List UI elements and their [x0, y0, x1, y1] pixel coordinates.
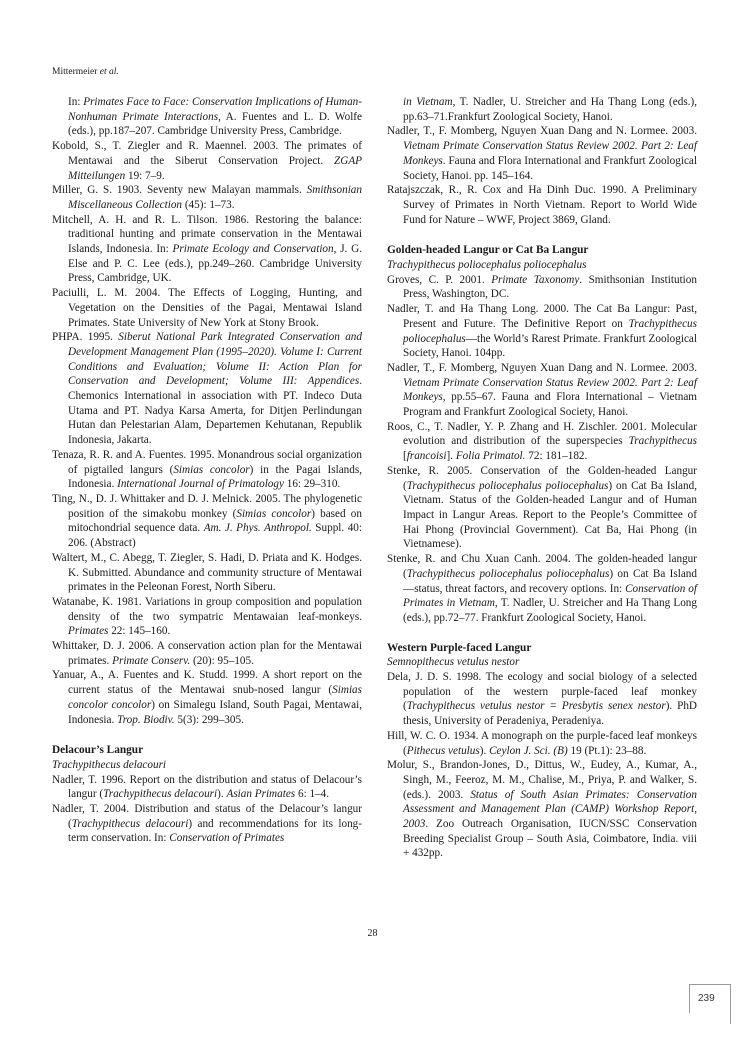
reference-entry: [387, 670, 697, 729]
reference-text: PHPA. 1995.: [52, 331, 119, 344]
reference-entry: [52, 183, 362, 212]
reference-entry: [387, 273, 697, 302]
left-column: [52, 95, 362, 846]
reference-entry: [387, 758, 697, 861]
reference-italic-text: Primates: [68, 625, 109, 638]
reference-entry: [387, 464, 697, 552]
reference-entry: [52, 639, 362, 668]
reference-italic-text: Ceylon J. Sci. (B): [489, 744, 568, 757]
reference-text: ) on Cat Ba Island, Vietnam. Status of the Golden-headed Langur and of Human Impact in Langur Areas. Report to the People’s Committee of Hai Phong (Provincial Government). Cat Ba, Hai Phong (in Vietnamese).: [403, 479, 698, 551]
reference-italic-text: Trachypithecus vetulus nestor = Presbytis senex nestor: [406, 700, 666, 713]
reference-text: Nadler, T. and Ha Thang Long. 2000. The Cat Ba Langur: Past, Present and Future. The Definitive Report on: [387, 303, 697, 330]
reference-italic-text: Trachypithecus delacouri: [103, 788, 218, 801]
reference-text: , pp.55–67. Fauna and Flora International – Vietnam Program and Frankfurt Zoological Society, Hanoi.: [403, 391, 697, 419]
reference-text: Watanabe, K. 1981. Variations in group composition and population density of the two sympatric Mentawaian leaf-monkeys.: [52, 595, 362, 623]
page-number: 28: [367, 928, 378, 939]
reference-entry: [52, 213, 362, 287]
reference-text: Ting, N., D. J. Whittaker and D. J. Melnick. 2005. The phylogenetic position of the simakobu monkey (: [52, 492, 362, 520]
reference-italic-text: Primates Face to Face: Conservation Implications of Human-Nonhuman Primate Interactions: [68, 96, 362, 123]
reference-text: ). PhD thesis, University of Peradeniya, Peradeniya.: [403, 700, 697, 728]
reference-text: In:: [68, 96, 84, 108]
reference-entry: [52, 286, 362, 330]
reference-italic-text: Smithsonian Miscellaneous Collection: [68, 184, 362, 211]
reference-text: Nadler, T. 1996. Report on the distribution and status of Delacour’s langur (: [52, 773, 362, 801]
reference-text: Hill, W. C. O. 1934. A monograph on the purple-faced leaf monkeys (: [387, 729, 697, 757]
reference-text: ) based on mitochondrial sequence data.: [68, 507, 362, 535]
reference-text: Groves, C. P. 2001.: [387, 273, 492, 286]
reference-italic-text: Simias concolor: [236, 507, 312, 520]
reference-entry: [52, 802, 362, 846]
reference-entry: [52, 330, 362, 448]
reference-text: 19: 7–9.: [125, 169, 165, 182]
reference-italic-text: francoisi: [406, 450, 447, 463]
section-heading: Western Purple-faced Langur: [387, 641, 532, 654]
corner-page-box: [689, 984, 731, 1013]
reference-italic-text: in Vietnam: [403, 96, 453, 108]
reference-text: Dela, J. D. S. 1998. The ecology and social biology of a selected population of the western purple-faced leaf monkey (: [387, 671, 697, 713]
reference-text: —the World’s Rarest Primate. Frankfurt Zoological Society, Hanoi. 104pp.: [403, 332, 697, 360]
corner-page-number: 239: [698, 993, 715, 1004]
reference-text: Miller, G. S. 1903. Seventy new Malayan mammals.: [52, 184, 307, 197]
running-head: [52, 67, 119, 77]
reference-text: Whittaker, D. J. 2006. A conservation action plan for the Mentawai primates.: [52, 640, 362, 667]
reference-entry: [52, 492, 362, 551]
reference-entry: [387, 95, 697, 124]
section-heading: Delacour’s Langur: [52, 744, 144, 757]
reference-italic-text: Pithecus vetulus: [406, 744, 480, 757]
reference-text: (45): 1–73.: [182, 198, 235, 211]
reference-entry: [387, 302, 697, 361]
reference-italic-text: Am. J. Phys. Anthropol.: [203, 522, 312, 535]
reference-italic-text: Trachypithecus: [628, 435, 697, 448]
reference-text: 72: 181–182.: [525, 450, 588, 463]
reference-italic-text: Asian Primates: [226, 788, 296, 801]
reference-text: Mitchell, A. H. and R. L. Tilson. 1986. Restoring the balance: traditional hunting and primate conservation in the Mentawai Islands, Indonesia. In:: [52, 213, 362, 256]
reference-text: . Chemonics International in association with PT. Indeco Duta Utama and PT. Nadya Karsa Amerta, for Ditjen Perlindungan Hutan dan Pelestarian Alam, Departemen Kehutanan, Republik Indonesia, Jakarta.: [68, 375, 362, 447]
reference-text: [: [403, 450, 407, 463]
reference-text: , J. G. Else and P. C. Lee (eds.), pp.249–260. Cambridge University Press, Cambridge, UK.: [68, 243, 362, 285]
section-heading: Golden-headed Langur or Cat Ba Langur: [387, 244, 589, 257]
reference-text: ) in the Pagai Islands, Indonesia.: [68, 463, 363, 491]
reference-text: ).: [479, 744, 490, 757]
reference-entry: [52, 668, 362, 727]
reference-text: . Smithsonian Institution Press, Washington, DC.: [403, 273, 697, 301]
reference-italic-text: Status of South Asian Primates: Conservation Assessment and Management Plan (CAMP) Workshop Report, 2003: [403, 788, 697, 831]
reference-entry: [52, 773, 362, 802]
reference-text: Stenke, R. 2005. Conservation of the Golden-headed Langur (: [387, 464, 697, 492]
reference-text: Stenke, R. and Chu Xuan Canh. 2004. The golden-headed langur (: [387, 553, 697, 580]
reference-entry: [52, 95, 362, 139]
reference-text: , T. Nadler, U. Streicher and Ha Thang Long (eds.), pp.72–77. Frankfurt Zoological Society, Hanoi.: [403, 597, 697, 624]
reference-italic-text: International Journal of Primatology: [117, 478, 284, 491]
reference-entry: [52, 595, 362, 639]
reference-text: ) on Simalegu Island, South Pagai, Mentawai, Indonesia.: [68, 698, 362, 726]
reference-text: , A. Fuentes and L. D. Wolfe (eds.), pp.187–207. Cambridge University Press, Cambridge.: [68, 110, 362, 138]
reference-text: 16: 29–310.: [283, 478, 341, 491]
corner-divider: [730, 984, 731, 1024]
reference-italic-text: Siberut National Park Integrated Conservation and Development Management Plan (1995–2020). Volume I: Current Conditions and Evaluation; Volume II: Action Plan for Conservation and Development; Volume III: Appendices: [68, 331, 362, 388]
reference-italic-text: Primate Conserv.: [112, 654, 191, 667]
reference-italic-text: Primate Ecology and Conservation: [172, 243, 334, 256]
reference-italic-text: Folia Primatol.: [455, 450, 526, 463]
reference-italic-text: Primate Taxonomy: [491, 273, 580, 286]
reference-text: Nadler, T. 2004. Distribution and status of the Delacour’s langur (: [52, 803, 362, 830]
reference-italic-text: Trachypithecus poliocephalus poliocephalus: [406, 479, 609, 492]
reference-italic-text: Trop. Biodiv.: [117, 713, 175, 726]
reference-text: ) on Cat Ba Island—status, threat factors, and recovery options. In:: [403, 567, 697, 595]
reference-text: 6: 1–4.: [295, 788, 330, 801]
reference-italic-text: Conservation of Primates in Vietnam: [403, 582, 697, 610]
taxon-name: Semnopithecus vetulus nestor: [387, 656, 520, 669]
reference-text: Waltert, M., C. Abegg, T. Ziegler, S. Hadi, D. Priata and K. Hodges. K. Submitted. Abundance and community structure of Mentawai primates in the Peleonan Forest, North Siberu.: [52, 551, 362, 594]
reference-text: Suppl. 40: 206. (Abstract): [68, 522, 362, 550]
reference-entry: [387, 361, 697, 420]
running-head-etal: et al.: [99, 67, 119, 77]
reference-text: ) and recommendations for its long-term conservation. In:: [68, 817, 362, 845]
reference-text: ).: [217, 788, 227, 801]
reference-entry: [387, 729, 697, 758]
reference-text: Roos, C., T. Nadler, Y. P. Zhang and H. Zischler. 2001. Molecular evolution and distribution of the superspecies: [387, 420, 697, 448]
reference-text: , T. Nadler, U. Streicher and Ha Thang Long (eds.), pp.63–71.Frankfurt Zoological Society, Hanoi.: [403, 96, 698, 123]
reference-text: . Zoo Outreach Organisation, IUCN/SSC Conservation Breeding Specialist Group – South Asia, Coimbatore, India. viii + 432pp.: [403, 818, 697, 860]
reference-text: ].: [446, 450, 456, 463]
reference-entry: [387, 183, 697, 227]
taxon-name: Trachypithecus poliocephalus poliocephalus: [387, 259, 587, 272]
reference-entry: [387, 420, 697, 464]
reference-text: Tenaza, R. R. and A. Fuentes. 1995. Monandrous social organization of pigtailed langurs (: [52, 448, 362, 476]
reference-italic-text: ZGAP Mitteilungen: [68, 154, 362, 182]
reference-entry: [387, 124, 697, 183]
reference-entry: [52, 448, 362, 492]
reference-italic-text: Vietnam Primate Conservation Status Review 2002. Part 2: Leaf Monkeys: [403, 376, 697, 404]
reference-italic-text: Trachypithecus poliocephalus poliocephalus: [406, 567, 610, 580]
reference-text: 19 (Pt.1): 23–88.: [567, 744, 647, 757]
reference-entry: [52, 139, 362, 183]
reference-text: Paciulli, L. M. 2004. The Effects of Logging, Hunting, and Vegetation on the Densities of the Pagai, Mentawai Island Primates. State University of New York at Stony Brook.: [52, 287, 362, 329]
reference-text: Kobold, S., T. Ziegler and R. Maennel. 2003. The primates of Mentawai and the Siberut Conservation Project.: [52, 140, 362, 167]
reference-text: 5(3): 299–305.: [174, 713, 244, 726]
reference-text: 22: 145–160.: [108, 625, 171, 638]
reference-text: (20): 95–105.: [190, 654, 254, 667]
reference-italic-text: Simias concolor concolor: [68, 684, 362, 711]
reference-text: Nadler, T., F. Momberg, Nguyen Xuan Dang and N. Lormee. 2003.: [387, 125, 697, 138]
reference-italic-text: Trachypithecus delacouri: [71, 817, 189, 830]
reference-italic-text: Trachypithecus poliocephalus: [403, 317, 697, 345]
reference-text: Molur, S., Brandon-Jones, D., Dittus, W., Eudey, A., Kumar, A., Singh, M., Feeroz, M. M., Chalise, M., Priya, P. and Walker, S. (eds.). 2003.: [387, 759, 697, 801]
reference-text: Ratajszczak, R., R. Cox and Ha Dinh Duc. 1990. A Preliminary Survey of Primates in North Vietnam. Report to World Wide Fund for Nature – WWF, Project 3869, Gland.: [387, 184, 697, 226]
reference-entry: [52, 551, 362, 595]
reference-text: Yanuar, A., A. Fuentes and K. Studd. 1999. A short report on the current status of the Mentawai snub-nosed langur (: [52, 669, 362, 697]
taxon-name: Trachypithecus delacouri: [52, 758, 167, 771]
reference-italic-text: Conservation of Primates: [169, 832, 285, 845]
reference-entry: [387, 552, 697, 626]
reference-italic-text: Vietnam Primate Conservation Status Review 2002. Part 2: Leaf Monkeys: [403, 140, 697, 167]
reference-text: . Fauna and Flora International and Frankfurt Zoological Society, Hanoi. pp. 145–164.: [403, 154, 697, 182]
right-column: [387, 95, 697, 861]
reference-italic-text: Simias concolor: [173, 463, 250, 476]
running-head-author: Mittermeier: [52, 67, 98, 77]
reference-text: Nadler, T., F. Momberg, Nguyen Xuan Dang and N. Lormee. 2003.: [387, 361, 697, 374]
